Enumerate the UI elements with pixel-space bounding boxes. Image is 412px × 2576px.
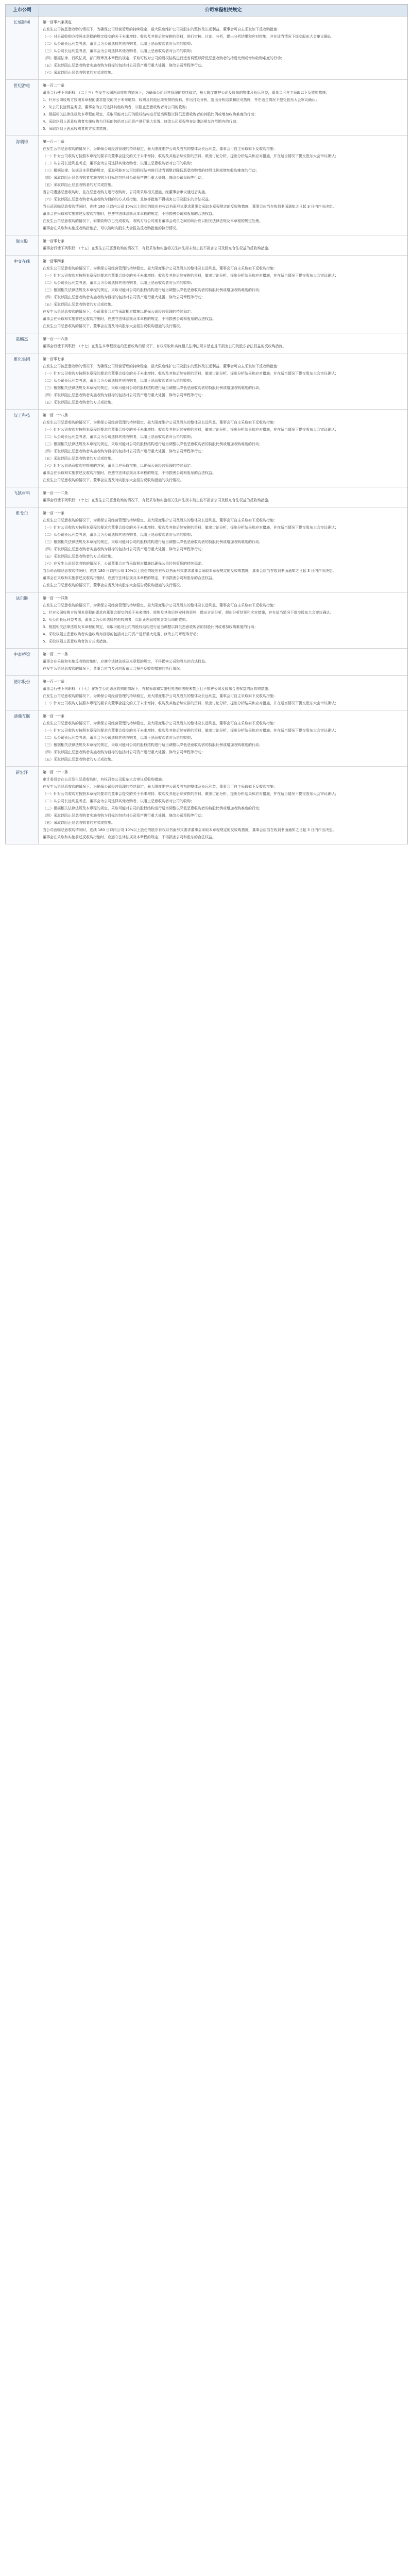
clause-line: （二）从公司长远利益考虑，董事会为公司选择其他收购者，以阻止恶意收购者对公司的收购； [43, 42, 194, 46]
table-row [6, 487, 407, 507]
clause-line: （五）采取以阻止恶意收购者的方式或措施。 [43, 400, 115, 404]
table-body [6, 16, 407, 844]
clause-line: 董事会在采取和实施前述反收购措施时，应遵守法律法规及本章程的规定，不得损害公司和股东的合法权益。 [43, 471, 216, 475]
clause-line: （二）从公司长远利益考虑，董事会为公司选择其他收购者，以阻止恶意收购者对公司的收购； [43, 799, 194, 803]
clause-line: （一）针对公司收购方按照本章程的要求向董事会提交的关于未来增持、收购及其他后续安排的资料，做出讨论分析，提出分析结果和应对措施，并在适当情况下提交股东大会审议确认； [43, 274, 338, 278]
company-name: 通鼎互联 [6, 710, 39, 766]
article-number: 第一百零六条规定 [43, 20, 72, 24]
clause-line: （四）采取以阻止恶意收购者实施收购为目标的包括对公司资产进行重大处置、修改公司章程等行动； [43, 176, 205, 180]
clause-line: 董事会在采取和实施前述反收购措施时，应遵守法律法规及本章程的规定，不得损害公司和股东的合法权益。 [43, 576, 216, 580]
clause-text [39, 649, 407, 675]
clause-line: （二）从公司长远利益考虑，董事会为公司选择其他收购者，以阻止恶意收购者对公司的收购； [43, 533, 194, 537]
article-number: 第一百一十四条 [43, 596, 68, 600]
article-number: 第一百一十八条 [43, 413, 68, 417]
clause-line: 3、根据相关法律法规及本章程的规定，采取可能对公司的股权结构进行适当调整以降低恶意收购者的持股比例或增加收购难度的行动； [43, 625, 258, 629]
clause-line: （六）采取以阻止恶意收购者实施收购为目的的方式或措施，且该等措施不得损害公司及股东的合法权益。 [43, 197, 212, 201]
clause-line: （一）针对公司收购方按照本章程的要求向董事会提交的关于未来增持、收购及其他后续安排的资料，做出讨论分析，提出分析结果和应对措施，并在适当情况下提交股东大会审议确认； [43, 701, 338, 705]
clause-line: （一）针对公司收购方按照本章程的要求向董事会提交的关于未来增持、收购及其他后续安排的资料，做出讨论分析，提出分析结果和应对措施，并在适当情况下提交股东大会审议确认； [43, 792, 338, 796]
clause-text [39, 136, 407, 235]
clause-text [39, 256, 407, 333]
clause-line: （四）采取以阻止恶意收购者实施收购为目标的包括对公司资产进行重大处置、修改公司章程等行动； [43, 547, 205, 551]
article-number: 第一百一十条 [43, 714, 64, 718]
clause-line: （五）采取以阻止恶意收购者的方式或措施。 [43, 821, 115, 825]
clause-text [39, 333, 407, 353]
article-number: 第一百二十一条 [43, 652, 68, 656]
clause-line: 5、采取以阻止恶意收购者的方式或措施。 [43, 639, 110, 643]
clause-line: （三）根据相关法律法规及本章程的规定，采取可能对公司的股权结构进行适当调整以降低恶意收购者的持股比例或增加收购难度的行动； [43, 386, 263, 390]
clause-line: （四）采取以阻止恶意收购者实施收购为目标的包括对公司资产进行重大处置、修改公司章程等行动； [43, 295, 205, 299]
clause-line: 当公司遭遇恶意收购时，且在恶意收购方进行收购时，公司须采取相关措施，经董事会审议通过后实施。 [43, 190, 209, 194]
clause-line: （三）从公司长远利益考虑，董事会为公司选择其他收购者，以阻止恶意收购者对公司的收购； [43, 49, 194, 53]
company-name: 飞凯材料 [6, 487, 39, 507]
clause-line: （四）采取以阻止恶意收购者实施收购为目标的包括对公司资产进行重大处置、修改公司章程等行动； [43, 750, 205, 754]
clause-line: 5、采取以阻止恶意收购者的方式或措施。 [43, 127, 110, 131]
company-name: 中泰桥梁 [6, 649, 39, 675]
document-page [5, 4, 407, 844]
clause-line: 在发生公司恶意收购的情况下，为确保公司经营管理的持续稳定，最大限度维护公司及股东的整体及长远利益，董事会可自主采取如下反收购措施： [43, 785, 277, 789]
clause-line: 在发生公司被恶意收购的情况下，为确保公司经营管理的持续稳定，最大限度维护公司及股东的整体及长远利益，董事会可自主采取如下反收购措施： [43, 27, 281, 31]
company-name: 德尔股份 [6, 676, 39, 710]
clause-line: 在发生公司恶意收购的情况下，为确保公司经营管理的持续稳定，最大限度维护公司及股东的整体及长远利益，董事会可自主采取如下反收购措施： [43, 694, 277, 698]
clause-line: 董事会行使下列职权：（十七）在发生本章程规定的恶意收购的情况下，有权采取和实施相关法律法规未禁止且不损害公司及股东合法权益的反收购措施。 [43, 344, 286, 348]
clause-line: 董事会在采取和实施反收购措施后，可以随时向股东大会报告反收购措施的执行情况。 [43, 226, 180, 230]
table-row [6, 767, 407, 844]
clause-line: 在发生公司恶意收购的情况下，为确保公司经营管理的持续稳定，最大限度维护公司及股东的整体及长远利益，董事会可自主采取如下反收购措施： [43, 420, 277, 425]
clause-line: 董事会行使下列职权：（十七）在发生公司恶意收购的情况下，有权采取和实施相关法律法规未禁止且不损害公司及股东合法权益的反收购措施。 [43, 498, 272, 502]
article-number: 第一百一十六条 [43, 337, 68, 341]
table-row [6, 676, 407, 710]
clause-line: （六）针对公司恶意收购方提出的方案，董事会应采取措施，以确保公司经营管理的持续稳定。 [43, 464, 194, 468]
clause-text [39, 676, 407, 710]
article-number: 第一百零四条 [43, 259, 64, 263]
clause-line: （一）对公司收购方按照本章程的规定提交的关于未来增持、收购及其他后续安排的资料，进行审核、讨论、分析，提出分析结果和应对措施，并在适当情况下提交股东大会审议确认； [43, 35, 335, 39]
clause-line: （一）针对公司收购方按照本章程的要求向董事会提交的关于未来增持、收购及其他后续安排的资料，做出讨论分析，提出分析结果和应对措施，并在适当情况下提交股东大会审议确认； [43, 526, 338, 530]
clause-line: （三）根据相关法律法规及本章程的规定，采取可能对公司的股权结构进行适当调整以降低恶意收购者的持股比例或增加收购难度的行动； [43, 442, 263, 446]
clause-line: （四）采取以阻止恶意收购者实施收购为目标的包括对公司资产进行重大处置、修改公司章程等行动； [43, 393, 205, 397]
table-row [6, 353, 407, 410]
clause-line: （四）采取以阻止恶意收购者实施收购为目标的包括对公司资产进行重大处置、修改公司章程等行动； [43, 449, 205, 453]
clause-line: 在发生公司恶意收购的情况下，如果收购方已完成收购，收购方与公司现有董事会成员之间的纠纷应以相关法律法规及本章程的规定处理。 [43, 219, 263, 223]
clause-text [39, 410, 407, 487]
company-name: 雅戈尔 [6, 507, 39, 592]
company-name: 海利得 [6, 136, 39, 235]
table-row [6, 235, 407, 256]
clause-line: 董事会在采取和实施前述反收购措施时，应遵守法律法规及本章程的规定，不得损害公司和股东的合法权益。 [43, 212, 216, 216]
clause-line: 审计委员会在公司发生恶意收购时，有权召集公司股东大会审议反收购措施。 [43, 777, 165, 782]
clause-line: 在发生公司恶意收购的情况下，为确保公司经营管理的持续稳定，最大限度维护公司及股东的整体及长远利益，董事会可自主采取如下反收购措施： [43, 721, 277, 725]
clause-line: （二）从公司长远利益考虑，董事会为公司选择其他收购者，以阻止恶意收购者对公司的收购； [43, 435, 194, 439]
clause-line: 在发生公司被恶意收购的情况下，为确保公司经营管理的持续稳定，最大限度维护公司及股东的整体及长远利益，董事会可自主采取如下反收购措施： [43, 364, 281, 368]
clause-line: 在发生公司恶意收购的情况下，董事会应当及时向股东大会报告反收购措施的执行情况。 [43, 667, 183, 671]
table-row [6, 410, 407, 487]
clause-table [5, 4, 408, 844]
table-row [6, 507, 407, 592]
clause-text [39, 767, 407, 844]
clause-line: （一）针对公司收购方按照本章程的要求向董事会提交的关于未来增持、收购及其他后续安排的资料，做出讨论分析，提出分析结果和应对措施，并在适当情况下提交股东大会审议确认； [43, 371, 338, 376]
article-number: 第一百二十条 [43, 83, 64, 88]
clause-line: 在发生公司恶意收购的情况下，董事会应当及时向股东大会报告反收购措施的执行情况。 [43, 583, 183, 587]
clause-line: （五）采取以阻止恶意收购者的方式或措施。 [43, 183, 115, 187]
clause-line: （三）根据相关法律法规及本章程的规定，采取可能对公司的股权结构进行适当调整以降低恶意收购者的持股比例或增加收购难度的行动； [43, 288, 263, 292]
clause-text [39, 710, 407, 766]
article-number: 第一百一十条 [43, 680, 64, 684]
company-name: 世纪游轮 [6, 80, 39, 135]
table-row [6, 80, 407, 136]
clause-text [39, 353, 407, 409]
clause-line: （四）采取以阻止恶意收购者实施收购为目标的包括对公司资产进行重大处置、修改公司章程等行动； [43, 814, 205, 818]
clause-text [39, 487, 407, 507]
clause-line: （二）从公司长远利益考虑，董事会为公司选择其他收购者，以阻止恶意收购者对公司的收购； [43, 281, 194, 285]
table-row [6, 592, 407, 649]
table-row [6, 256, 407, 333]
clause-line: 在发生公司恶意收购的情况下，为确保公司经营管理的持续稳定，最大限度维护公司及股东的整体及长远利益，董事会可自主采取如下反收购措施： [43, 147, 277, 151]
clause-line: （五）采取以阻止恶意收购者的方式或措施。 [43, 554, 115, 558]
clause-line: 董事会在采取和实施前述反收购措施时，应遵守法律法规及本章程的规定，不得损害公司和股东的合法权益。 [43, 317, 216, 321]
clause-line: 当公司面临恶意收购情况时，连续 180 日以内公司 10%以上股份的股东有权以书面形式要求董事会采取本章程规定的反收购措施，董事会应当在收到书面通知之日起 3 日内作出决定。 [43, 569, 336, 573]
clause-line: 董事会在采取和实施前述反收购措施时，应遵守法律法规及本章程的规定，不得损害公司和股东的合法权益。 [43, 835, 216, 839]
clause-line: 当公司面临恶意收购情况时，连续 180 日以内公司 10%以上股份的股东有权以书面形式要求董事会采取本章程规定的反收购措施，董事会应当在收到书面通知之日起 3 日内作出决定。 [43, 828, 336, 832]
clause-line: 1、针对公司收购方按照本章程的要求提交的关于未来增持、收购及其他后续安排的资料，作出讨论分析，提出分析结果和应对措施，并在适当情况下提交股东大会审议确认； [43, 98, 319, 102]
clause-line: （一）针对公司收购方按照本章程的要求向董事会提交的关于未来增持、收购及其他后续安排的资料，做出讨论分析，提出分析结果和应对措施，并在适当情况下提交股东大会审议确认； [43, 154, 338, 158]
company-name: 海立股 [6, 235, 39, 255]
company-name: 嘉麟杰 [6, 333, 39, 353]
table-row [6, 136, 407, 235]
clause-line: （六）在发生公司恶意收购的情况下，公司董事会应当采取相应措施以确保公司经营管理的持续稳定。 [43, 562, 205, 566]
clause-line: （三）根据相关法律法规及本章程的规定，采取可能对公司的股权结构进行适当调整以降低恶意收购者的持股比例或增加收购难度的行动； [43, 806, 263, 810]
clause-line: （二）从公司长远利益考虑，董事会为公司选择其他收购者，以阻止恶意收购者对公司的收购； [43, 736, 194, 740]
clause-line: （五）采取以阻止恶意收购者的方式或措施。 [43, 757, 115, 761]
clause-line: 在发生公司恶意收购的情况下，为确保公司经营管理的持续稳定，最大限度维护公司及股东的整体及长远利益，董事会可自主采取如下反收购措施： [43, 603, 277, 607]
clause-text [39, 80, 407, 135]
clause-line: 在发生公司恶意收购的情况下，为确保公司经营管理的持续稳定，最大限度维护公司及股东的整体及长远利益，董事会可自主采取如下反收购措施： [43, 518, 277, 522]
clause-text [39, 16, 407, 79]
company-name: 汉王科技 [6, 410, 39, 487]
clause-line: （六）采取以阻止恶意收购者的方式或措施。 [43, 71, 115, 75]
company-name: 雅化集团 [6, 353, 39, 409]
clause-line: （一）针对公司收购方按照本章程的要求向董事会提交的关于未来增持、收购及其他后续安排的资料，做出讨论分析，提出分析结果和应对措施，并在适当情况下提交股东大会审议确认； [43, 428, 338, 432]
article-number: 第一百一十条 [43, 140, 64, 144]
clause-line: （一）针对公司收购方按照本章程的要求向董事会提交的关于未来增持、收购及其他后续安排的资料，做出讨论分析，提出分析结果和应对措施，并在适当情况下提交股东大会审议确认； [43, 728, 338, 733]
table-row [6, 333, 407, 353]
clause-line: 董事会行使下列职权：（十五）在发生公司恶意收购的情况下，有权采取和实施相关法律法规未禁止且不损害公司及股东合法权益的反收购措施。 [43, 246, 272, 250]
clause-line: （五）采取以阻止恶意收购者的方式或措施。 [43, 302, 115, 307]
header-clause: 公司章程相关规定 [204, 8, 242, 13]
clause-line: 4、采取以阻止恶意收购者实施收购为目标的包括对公司资产进行重大处置、修改公司章程等行动； [43, 632, 200, 636]
clause-line: （二）从公司长远利益考虑，董事会为公司选择其他收购者，以阻止恶意收购者对公司的收购； [43, 379, 194, 383]
clause-line: 在发生公司恶意收购的情况下，公司董事会应当采取相应措施以确保公司经营管理的持续稳定。 [43, 310, 194, 314]
clause-line: 在发生公司恶意收购的情况下，董事会应当及时向股东大会报告反收购措施的执行情况。 [43, 324, 183, 328]
clause-line: （三）根据相关法律法规及本章程的规定，采取可能对公司的股权结构进行适当调整以降低恶意收购者的持股比例或增加收购难度的行动； [43, 540, 263, 544]
clause-line: 2、从公司长远利益考虑，董事会为公司选择其他收购者，以阻止恶意收购者对公司的收购； [43, 618, 190, 622]
article-number: 第一百一十二条 [43, 491, 68, 495]
table-row [6, 16, 407, 80]
clause-line: 1、针对公司收购方按照本章程的要求向董事会提交的关于未来增持、收购及其他后续安排的资料，做出讨论分析，提出分析结果和应对措施，并在适当情况下提交股东大会审议确认； [43, 611, 334, 615]
clause-line: 在发生公司恶意收购的情况下，为确保公司经营管理的持续稳定，最大限度维护公司及股东的整体及长远利益，董事会可自主采取如下反收购措施： [43, 266, 277, 270]
clause-line: 董事会行使下列职权：（二十三）在发生公司恶意收购的情况下，为确保公司经营管理的持续稳定，最大限度维护公司及股东的整体及长远利益，董事会可自主采取以下反收购措施： [43, 91, 330, 95]
clause-line: （五）采取以阻止恶意收购者实施收购为目标的包括对公司资产进行重大处置、修改公司章程等行动。 [43, 63, 205, 67]
clause-text [39, 507, 407, 592]
clause-line: 董事会行使下列职权：（十七）在发生公司恶意收购的情况下，有权采取和实施相关法律法规未禁止且不损害公司及股东合法权益的反收购措施。 [43, 687, 272, 691]
clause-line: 在发生公司恶意收购的情况下，董事会应当及时向股东大会报告反收购措施的执行情况。 [43, 478, 183, 482]
article-number: 第一百一十条 [43, 511, 64, 515]
clause-line: 当公司面临恶意收购情况时，连续 180 日以内公司 10%以上股份的股东有权以书面形式要求董事会采取本章程规定的反收购措施，董事会应当在收到书面通知之日起 3 日内作出决定。 [43, 205, 336, 209]
clause-line: （四）根据法律、行政法规、部门规章及本章程的规定，采取可能对公司的股权结构进行适当调整以降低恶意收购者的持股比例或增加收购难度的行动； [43, 56, 284, 60]
table-header [6, 5, 407, 16]
header-company: 上市公司 [6, 5, 39, 16]
company-name: 中文在线 [6, 256, 39, 333]
clause-text [39, 235, 407, 255]
clause-line: 董事会在采取和实施反收购措施时，应遵守法律法规及本章程的规定，不得损害公司和股东的合法权益。 [43, 659, 209, 664]
article-number: 第一百零七条 [43, 357, 64, 361]
company-name: 法尔胜 [6, 592, 39, 648]
table-row [6, 710, 407, 767]
clause-line: 3、根据相关法律法规及本章程的规定，采取可能对公司的股权结构进行适当调整以降低恶意收购者的持股比例或增加收购难度的行动； [43, 112, 258, 116]
clause-line: （三）根据法律、法规及本章程的规定，采取可能对公司的股权结构进行适当调整以降低恶意收购者的持股比例或增加收购难度的行动； [43, 168, 259, 173]
article-number: 第一百一十一条 [43, 770, 68, 774]
company-name: 长城影视 [6, 16, 39, 79]
clause-line: （五）采取以阻止恶意收购者的方式或措施。 [43, 456, 115, 461]
clause-line: 4、采取以阻止恶意收购者实施收购为目标的包括对公司资产进行重大处置、修改公司章程等在法律法规允许范围内的行动； [43, 120, 240, 124]
clause-text [39, 592, 407, 648]
clause-line: 2、从公司长远利益考虑，董事会为公司选择其他收购者，以阻止恶意收购者对公司的收购； [43, 105, 190, 109]
company-name: 新宏泽 [6, 767, 39, 844]
table-row [6, 649, 407, 676]
article-number: 第一百零七条 [43, 239, 64, 243]
clause-line: （二）从公司长远利益考虑，董事会为公司选择其他收购者，以阻止恶意收购者对公司的收购； [43, 161, 194, 165]
clause-line: （三）根据相关法律法规及本章程的规定，采取可能对公司的股权结构进行适当调整以降低恶意收购者的持股比例或增加收购难度的行动； [43, 743, 263, 747]
